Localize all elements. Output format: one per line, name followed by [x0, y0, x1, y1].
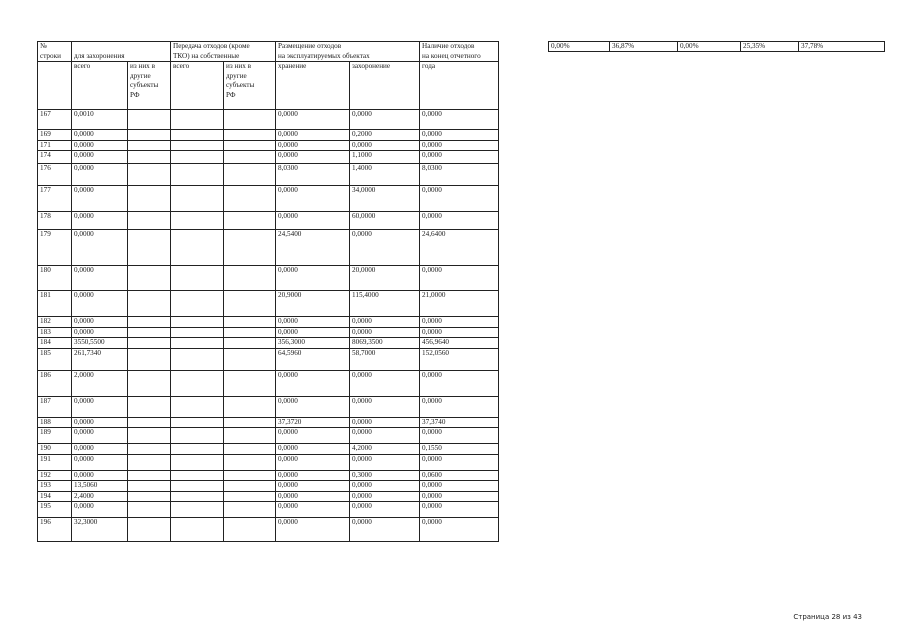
burial-value: 8069,3500 [350, 338, 420, 349]
table-row [38, 444, 499, 455]
burial-other [128, 481, 171, 492]
transfer-total [171, 151, 224, 164]
burial-value: 0,2000 [350, 130, 420, 141]
storage-value: 0,0000 [276, 518, 350, 542]
transfer-other [224, 348, 276, 370]
transfer-other [224, 291, 276, 317]
transfer-total [171, 481, 224, 492]
table-row [38, 164, 499, 186]
transfer-total [171, 502, 224, 518]
transfer-other [224, 327, 276, 338]
percent-cell: 25,35% [741, 42, 799, 52]
remain-value: 0,0000 [420, 454, 499, 470]
burial-other [128, 327, 171, 338]
burial-value: 0,0000 [350, 502, 420, 518]
burial-value: 0,0000 [350, 370, 420, 396]
transfer-total [171, 164, 224, 186]
table-row [38, 140, 499, 151]
storage-value: 0,0000 [276, 317, 350, 328]
burial-value: 20,0000 [350, 266, 420, 291]
burial-other [128, 444, 171, 455]
transfer-total [171, 140, 224, 151]
remain-value: 0,0000 [420, 481, 499, 492]
row-number: 167 [38, 110, 72, 130]
transfer-other [224, 151, 276, 164]
burial-total: 2,0000 [72, 370, 128, 396]
burial-other [128, 186, 171, 212]
total-b-header: всего [171, 62, 224, 110]
table-row [38, 454, 499, 470]
burial-value: 0,0000 [350, 454, 420, 470]
table-row [38, 481, 499, 492]
transfer-total [171, 317, 224, 328]
transfer-total [171, 518, 224, 542]
burial-other [128, 140, 171, 151]
burial-other [128, 230, 171, 266]
transfer-total [171, 428, 224, 444]
burial-other [128, 454, 171, 470]
transfer-total [171, 454, 224, 470]
burial-other [128, 130, 171, 141]
storage-value: 64,5960 [276, 348, 350, 370]
burial-total: 0,0000 [72, 230, 128, 266]
transfer-total [171, 230, 224, 266]
remain-value: 0,0000 [420, 396, 499, 417]
burial-sub-header: захоронение [350, 62, 420, 110]
table-row [38, 348, 499, 370]
burial-total: 0,0000 [72, 186, 128, 212]
storage-value: 0,0000 [276, 454, 350, 470]
table-row [38, 518, 499, 542]
burial-value: 0,0000 [350, 230, 420, 266]
table-row [38, 212, 499, 230]
row-number: 188 [38, 417, 72, 428]
burial-other [128, 151, 171, 164]
storage-value: 20,9000 [276, 291, 350, 317]
table-row [38, 327, 499, 338]
transfer-total [171, 396, 224, 417]
transfer-other [224, 140, 276, 151]
row-number: 182 [38, 317, 72, 328]
table-row [38, 291, 499, 317]
row-number: 194 [38, 491, 72, 502]
transfer-other [224, 428, 276, 444]
transfer-total [171, 338, 224, 349]
storage-value: 0,0000 [276, 186, 350, 212]
storage-value: 0,0000 [276, 266, 350, 291]
total-a-header: всего [72, 62, 128, 110]
burial-other [128, 518, 171, 542]
table-row [38, 151, 499, 164]
transfer-other [224, 417, 276, 428]
burial-total: 0,0000 [72, 470, 128, 481]
burial-value: 0,0000 [350, 396, 420, 417]
row-number: 196 [38, 518, 72, 542]
transfer-other [224, 212, 276, 230]
remain-value: 0,0000 [420, 428, 499, 444]
table-row [38, 502, 499, 518]
burial-total: 0,0000 [72, 140, 128, 151]
remain-header-year: года [420, 62, 499, 110]
row-number: 185 [38, 348, 72, 370]
row-number: 190 [38, 444, 72, 455]
burial-value: 0,0000 [350, 417, 420, 428]
waste-report-table [37, 41, 499, 542]
remain-value: 0,1550 [420, 444, 499, 455]
burial-value: 34,0000 [350, 186, 420, 212]
row-number: 193 [38, 481, 72, 492]
table-row [38, 428, 499, 444]
row-number: 177 [38, 186, 72, 212]
row-number: 180 [38, 266, 72, 291]
row-number: 171 [38, 140, 72, 151]
transfer-total [171, 444, 224, 455]
transfer-other [224, 266, 276, 291]
row-number: 176 [38, 164, 72, 186]
row-number: 181 [38, 291, 72, 317]
transfer-other [224, 444, 276, 455]
percent-table [548, 41, 885, 52]
transfer-other [224, 481, 276, 492]
burial-total: 0,0000 [72, 396, 128, 417]
burial-other [128, 491, 171, 502]
burial-total: 261,7340 [72, 348, 128, 370]
burial-other [128, 396, 171, 417]
percent-cell: 0,00% [678, 42, 741, 52]
percent-cell: 36,87% [610, 42, 678, 52]
transfer-total [171, 491, 224, 502]
remain-value: 0,0000 [420, 130, 499, 141]
burial-value: 58,7000 [350, 348, 420, 370]
transfer-other [224, 502, 276, 518]
table-row [38, 370, 499, 396]
storage-header: хранение [276, 62, 350, 110]
row-number: 169 [38, 130, 72, 141]
burial-value: 0,0000 [350, 491, 420, 502]
transfer-other [224, 491, 276, 502]
col-no-header: № строки [38, 42, 72, 62]
remain-value: 21,0000 [420, 291, 499, 317]
table-row [38, 470, 499, 481]
burial-other [128, 470, 171, 481]
row-number: 191 [38, 454, 72, 470]
burial-total: 0,0000 [72, 212, 128, 230]
burial-total: 13,5060 [72, 481, 128, 492]
storage-value: 0,0000 [276, 396, 350, 417]
burial-total: 0,0000 [72, 317, 128, 328]
storage-value: 0,0000 [276, 151, 350, 164]
transfer-header: Передача отходов (кроме ТКО) на собственные [171, 42, 276, 62]
transfer-total [171, 327, 224, 338]
burial-other [128, 370, 171, 396]
burial-total: 0,0000 [72, 266, 128, 291]
burial-total: 32,3000 [72, 518, 128, 542]
transfer-total [171, 370, 224, 396]
transfer-other [224, 370, 276, 396]
transfer-other [224, 454, 276, 470]
remain-value: 0,0000 [420, 110, 499, 130]
burial-value: 60,0000 [350, 212, 420, 230]
storage-value: 0,0000 [276, 140, 350, 151]
transfer-other [224, 110, 276, 130]
burial-other [128, 266, 171, 291]
burial-total: 0,0000 [72, 502, 128, 518]
storage-value: 0,0000 [276, 370, 350, 396]
burial-total: 0,0000 [72, 151, 128, 164]
row-number: 195 [38, 502, 72, 518]
remain-value: 0,0000 [420, 212, 499, 230]
storage-value: 0,0000 [276, 110, 350, 130]
table-row [38, 396, 499, 417]
transfer-total [171, 212, 224, 230]
other-b-header: из них в другие субъекты РФ [224, 62, 276, 110]
transfer-other [224, 317, 276, 328]
percent-row [549, 42, 885, 52]
transfer-total [171, 110, 224, 130]
burial-other [128, 317, 171, 328]
burial-total: 2,4000 [72, 491, 128, 502]
remain-value: 0,0000 [420, 518, 499, 542]
remain-value: 24,6400 [420, 230, 499, 266]
transfer-other [224, 230, 276, 266]
burial-value: 0,0000 [350, 428, 420, 444]
transfer-other [224, 130, 276, 141]
percent-cell: 0,00% [549, 42, 610, 52]
storage-value: 0,0000 [276, 470, 350, 481]
burial-other [128, 348, 171, 370]
remain-value: 0,0000 [420, 502, 499, 518]
header-row-1 [38, 42, 499, 62]
burial-value: 0,0000 [350, 518, 420, 542]
storage-value: 0,0000 [276, 428, 350, 444]
burial-value: 0,0000 [350, 327, 420, 338]
burial-other [128, 428, 171, 444]
burial-value: 1,4000 [350, 164, 420, 186]
burial-other [128, 164, 171, 186]
row-number: 178 [38, 212, 72, 230]
storage-value: 0,0000 [276, 327, 350, 338]
storage-value: 0,0000 [276, 212, 350, 230]
storage-value: 0,0000 [276, 481, 350, 492]
remain-value: 0,0000 [420, 370, 499, 396]
burial-header: для захоронения [72, 42, 171, 62]
remain-value: 0,0000 [420, 151, 499, 164]
table-row [38, 338, 499, 349]
table-row [38, 266, 499, 291]
burial-total: 0,0000 [72, 417, 128, 428]
transfer-total [171, 417, 224, 428]
burial-total: 0,0000 [72, 164, 128, 186]
burial-other [128, 291, 171, 317]
storage-value: 0,0000 [276, 491, 350, 502]
burial-value: 0,0000 [350, 317, 420, 328]
transfer-other [224, 518, 276, 542]
table-row [38, 491, 499, 502]
row-number: 187 [38, 396, 72, 417]
burial-total: 0,0000 [72, 444, 128, 455]
burial-other [128, 110, 171, 130]
transfer-other [224, 164, 276, 186]
row-number: 174 [38, 151, 72, 164]
other-a-header: из них в другие субъекты РФ [128, 62, 171, 110]
percent-cell: 37,78% [799, 42, 885, 52]
table-row [38, 110, 499, 130]
burial-total: 0,0000 [72, 291, 128, 317]
burial-other [128, 417, 171, 428]
transfer-total [171, 130, 224, 141]
burial-total: 0,0000 [72, 130, 128, 141]
header-row-2 [38, 62, 499, 110]
row-number: 179 [38, 230, 72, 266]
row-number: 186 [38, 370, 72, 396]
burial-other [128, 212, 171, 230]
table-row [38, 130, 499, 141]
burial-total: 0,0010 [72, 110, 128, 130]
burial-value: 4,2000 [350, 444, 420, 455]
row-number: 184 [38, 338, 72, 349]
burial-value: 0,0000 [350, 110, 420, 130]
transfer-total [171, 266, 224, 291]
remain-value: 0,0000 [420, 491, 499, 502]
table-row [38, 186, 499, 212]
transfer-total [171, 186, 224, 212]
storage-value: 0,0000 [276, 444, 350, 455]
burial-other [128, 338, 171, 349]
transfer-total [171, 291, 224, 317]
remain-value: 0,0000 [420, 327, 499, 338]
row-number: 183 [38, 327, 72, 338]
page-footer: Страница 28 из 43 [793, 613, 862, 621]
table-row [38, 230, 499, 266]
transfer-total [171, 470, 224, 481]
storage-value: 0,0000 [276, 130, 350, 141]
storage-value: 0,0000 [276, 502, 350, 518]
placement-header: Размещение отходов на эксплуатируемых объектах [276, 42, 420, 62]
transfer-total [171, 348, 224, 370]
storage-value: 24,5400 [276, 230, 350, 266]
remain-value: 152,0560 [420, 348, 499, 370]
remain-value: 8,0300 [420, 164, 499, 186]
burial-value: 0,0000 [350, 140, 420, 151]
burial-value: 0,0000 [350, 481, 420, 492]
remain-value: 37,3740 [420, 417, 499, 428]
storage-value: 8,0300 [276, 164, 350, 186]
remain-value: 0,0000 [420, 266, 499, 291]
transfer-other [224, 470, 276, 481]
remain-value: 0,0000 [420, 317, 499, 328]
table-row [38, 417, 499, 428]
table-row [38, 317, 499, 328]
burial-total: 0,0000 [72, 327, 128, 338]
storage-value: 356,3000 [276, 338, 350, 349]
transfer-other [224, 396, 276, 417]
burial-total: 3550,5500 [72, 338, 128, 349]
burial-other [128, 502, 171, 518]
row-number: 189 [38, 428, 72, 444]
remain-header: Наличие отходов на конец отчетного [420, 42, 499, 62]
transfer-other [224, 338, 276, 349]
remain-value: 0,0000 [420, 186, 499, 212]
burial-value: 0,3000 [350, 470, 420, 481]
burial-total: 0,0000 [72, 428, 128, 444]
burial-total: 0,0000 [72, 454, 128, 470]
remain-value: 0,0600 [420, 470, 499, 481]
burial-value: 1,1000 [350, 151, 420, 164]
remain-value: 456,9640 [420, 338, 499, 349]
row-number: 192 [38, 470, 72, 481]
transfer-other [224, 186, 276, 212]
burial-value: 115,4000 [350, 291, 420, 317]
remain-value: 0,0000 [420, 140, 499, 151]
storage-value: 37,3720 [276, 417, 350, 428]
